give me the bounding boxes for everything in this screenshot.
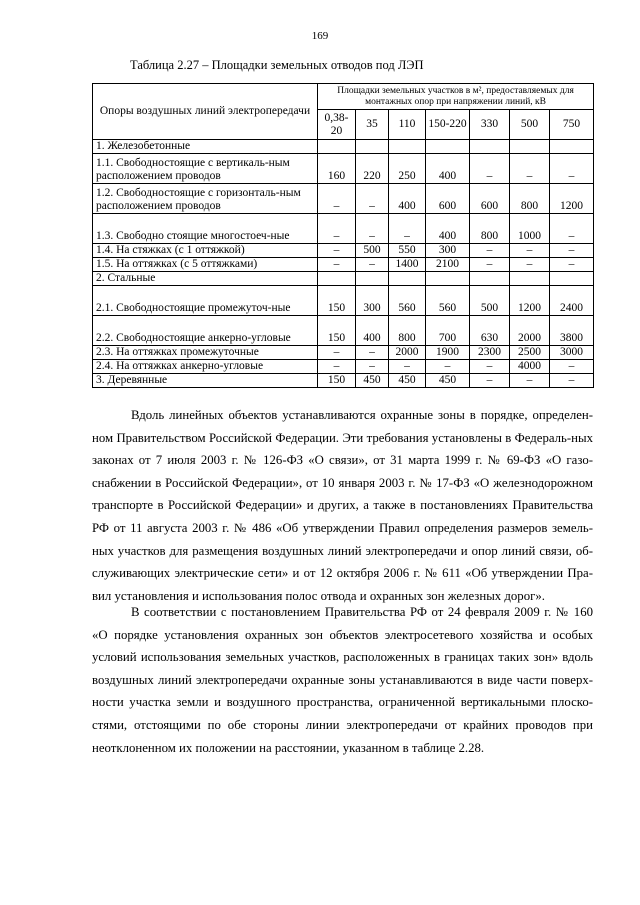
voltage-header: 150-220 — [426, 110, 470, 140]
row-label: 1.5. На оттяжках (с 5 оттяжками) — [93, 258, 318, 272]
table-cell — [356, 272, 389, 286]
table-cell: 400 — [426, 214, 470, 244]
paragraph-protection-zones: Вдоль линейных объектов устанавливаются охранные зоны в порядке, определен-ном Правительством Российской Федерации. Эти требования установлены в Федераль-ных законах от 7 июля 2003 г. № 126-ФЗ «О связи», от 31 марта 1999 г. № 69-ФЗ «О газо-снабжении в Российской Федерации», от 10 января 2003 г. № 17-ФЗ «О железнодорожном транспорте в Российской Федерации» и других, а также в постановлениях Правительства РФ от 11 августа 2003 г. № 486 «Об утверждении Правил определения размеров земель-ных участков для размещения воздушных линий электропередачи и опор линий связи, об-служивающих электрические сети» и от 12 октября 2006 г. № 611 «Об утверждении Пра-вил установления и использования полос отвода и охранных зон железных дорог». — [92, 408, 593, 603]
table-cell: 2400 — [550, 286, 594, 316]
table-cell: 800 — [389, 316, 426, 346]
row-label: 2.2. Свободностоящие анкерно-угловые — [93, 316, 318, 346]
voltage-header: 35 — [356, 110, 389, 140]
table-row — [93, 360, 594, 374]
table-cell — [550, 140, 594, 154]
row-label: 2. Стальные — [93, 272, 318, 286]
table-cell: 150 — [318, 374, 356, 388]
table-cell: – — [550, 154, 594, 184]
table-cell: 2500 — [510, 346, 550, 360]
voltage-group-header: Площадки земельных участков в м², предоставляемых для монтажных опор при напряжении линий, кВ — [318, 84, 594, 110]
table-cell: 700 — [426, 316, 470, 346]
row-label: 1.4. На стяжках (с 1 оттяжкой) — [93, 244, 318, 258]
table-cell: 160 — [318, 154, 356, 184]
table-row — [93, 244, 594, 258]
row-label: 2.3. На оттяжках промежуточные — [93, 346, 318, 360]
row-label: 1. Железобетонные — [93, 140, 318, 154]
table-cell: 500 — [356, 244, 389, 258]
table-cell: – — [318, 184, 356, 214]
row-label: 1.3. Свободно стоящие многостоеч-ные — [93, 214, 318, 244]
voltage-header: 500 — [510, 110, 550, 140]
table-cell: 600 — [470, 184, 510, 214]
table-cell: – — [356, 360, 389, 374]
table-row — [93, 258, 594, 272]
table-cell: 560 — [426, 286, 470, 316]
row-label: 3. Деревянные — [93, 374, 318, 388]
table-cell: – — [389, 214, 426, 244]
table-cell: – — [510, 244, 550, 258]
table-cell: – — [470, 258, 510, 272]
table-cell: 2100 — [426, 258, 470, 272]
table-cell: 4000 — [510, 360, 550, 374]
table-cell: 1000 — [510, 214, 550, 244]
table-cell: 450 — [426, 374, 470, 388]
table-cell: – — [510, 258, 550, 272]
table-cell: 150 — [318, 316, 356, 346]
table-cell: 400 — [426, 154, 470, 184]
table-cell: 600 — [426, 184, 470, 214]
table-cell: – — [318, 214, 356, 244]
table-caption: Таблица 2.27 – Площадки земельных отводов под ЛЭП — [130, 58, 424, 72]
table-cell: – — [356, 184, 389, 214]
table-row — [93, 214, 594, 244]
table-cell — [389, 140, 426, 154]
table-cell — [510, 272, 550, 286]
table-cell: 3000 — [550, 346, 594, 360]
table-cell: – — [470, 374, 510, 388]
table-cell — [470, 140, 510, 154]
paragraph-government-decree: В соответствии с постановлением Правительства РФ от 24 февраля 2009 г. № 160 «О порядке установления охранных зон объектов электросетевого хозяйства и особых условий использования земельных участков, расположенных в границах таких зон» вдоль воздушных линий электропередачи охранные зоны устанавливаются в виде части поверх-ности участка земли и воздушного пространства, ограниченной вертикальными плоско-стями, отстоящими по обе стороны линии электропередачи от крайних проводов при неотклоненном их положении на расстоянии, указанном в таблице 2.28. — [92, 605, 593, 755]
table-cell — [426, 140, 470, 154]
table-cell: 450 — [389, 374, 426, 388]
table-cell — [550, 272, 594, 286]
table-row — [93, 316, 594, 346]
table-cell: 2000 — [510, 316, 550, 346]
page-number: 169 — [311, 30, 329, 42]
table-row — [93, 140, 594, 154]
land-allotment-table — [92, 83, 594, 388]
table-cell — [356, 140, 389, 154]
table-cell: – — [550, 360, 594, 374]
row-header: Опоры воздушных линий электропередачи — [93, 84, 318, 140]
table-cell: – — [426, 360, 470, 374]
table-cell: – — [356, 258, 389, 272]
table-cell: – — [356, 214, 389, 244]
table-cell: 800 — [510, 184, 550, 214]
table-cell: – — [510, 154, 550, 184]
table-cell: – — [470, 154, 510, 184]
table-cell — [318, 272, 356, 286]
voltage-header: 0,38-20 — [318, 110, 356, 140]
table-row — [93, 154, 594, 184]
table-cell: 150 — [318, 286, 356, 316]
table-cell: – — [356, 346, 389, 360]
table-cell: – — [550, 214, 594, 244]
table-cell: 1900 — [426, 346, 470, 360]
table-cell — [510, 140, 550, 154]
table-cell: 400 — [389, 184, 426, 214]
table-cell: 800 — [470, 214, 510, 244]
table-cell: – — [550, 258, 594, 272]
table-cell: 300 — [426, 244, 470, 258]
table-cell — [426, 272, 470, 286]
table-cell: 450 — [356, 374, 389, 388]
table-cell: 400 — [356, 316, 389, 346]
table-cell: – — [318, 244, 356, 258]
row-label: 2.1. Свободностоящие промежуточ-ные — [93, 286, 318, 316]
table-row — [93, 184, 594, 214]
table-cell: – — [318, 346, 356, 360]
row-label: 1.2. Свободностоящие с горизонталь-ным расположением проводов — [93, 184, 318, 214]
table-cell — [389, 272, 426, 286]
table-cell: 1200 — [550, 184, 594, 214]
table-cell: 250 — [389, 154, 426, 184]
table-cell: – — [510, 374, 550, 388]
table-cell: 560 — [389, 286, 426, 316]
voltage-header: 110 — [389, 110, 426, 140]
table-cell: – — [550, 244, 594, 258]
table-cell — [470, 272, 510, 286]
table-cell: – — [389, 360, 426, 374]
table-row — [93, 272, 594, 286]
table-cell: 630 — [470, 316, 510, 346]
table-cell: 500 — [470, 286, 510, 316]
table-cell: 3800 — [550, 316, 594, 346]
table-cell: – — [318, 258, 356, 272]
table-row — [93, 374, 594, 388]
voltage-header: 750 — [550, 110, 594, 140]
table-cell: – — [318, 360, 356, 374]
table-cell: – — [470, 244, 510, 258]
table-cell: – — [550, 374, 594, 388]
table-cell: 300 — [356, 286, 389, 316]
voltage-header: 330 — [470, 110, 510, 140]
table-cell: 550 — [389, 244, 426, 258]
table-cell: – — [470, 360, 510, 374]
row-label: 2.4. На оттяжках анкерно-угловые — [93, 360, 318, 374]
table-cell: 2000 — [389, 346, 426, 360]
table-cell: 2300 — [470, 346, 510, 360]
table-cell: 1200 — [510, 286, 550, 316]
row-label: 1.1. Свободностоящие с вертикаль-ным расположением проводов — [93, 154, 318, 184]
table-cell: 1400 — [389, 258, 426, 272]
table-cell — [318, 140, 356, 154]
table-row — [93, 346, 594, 360]
table-cell: 220 — [356, 154, 389, 184]
table-row — [93, 286, 594, 316]
